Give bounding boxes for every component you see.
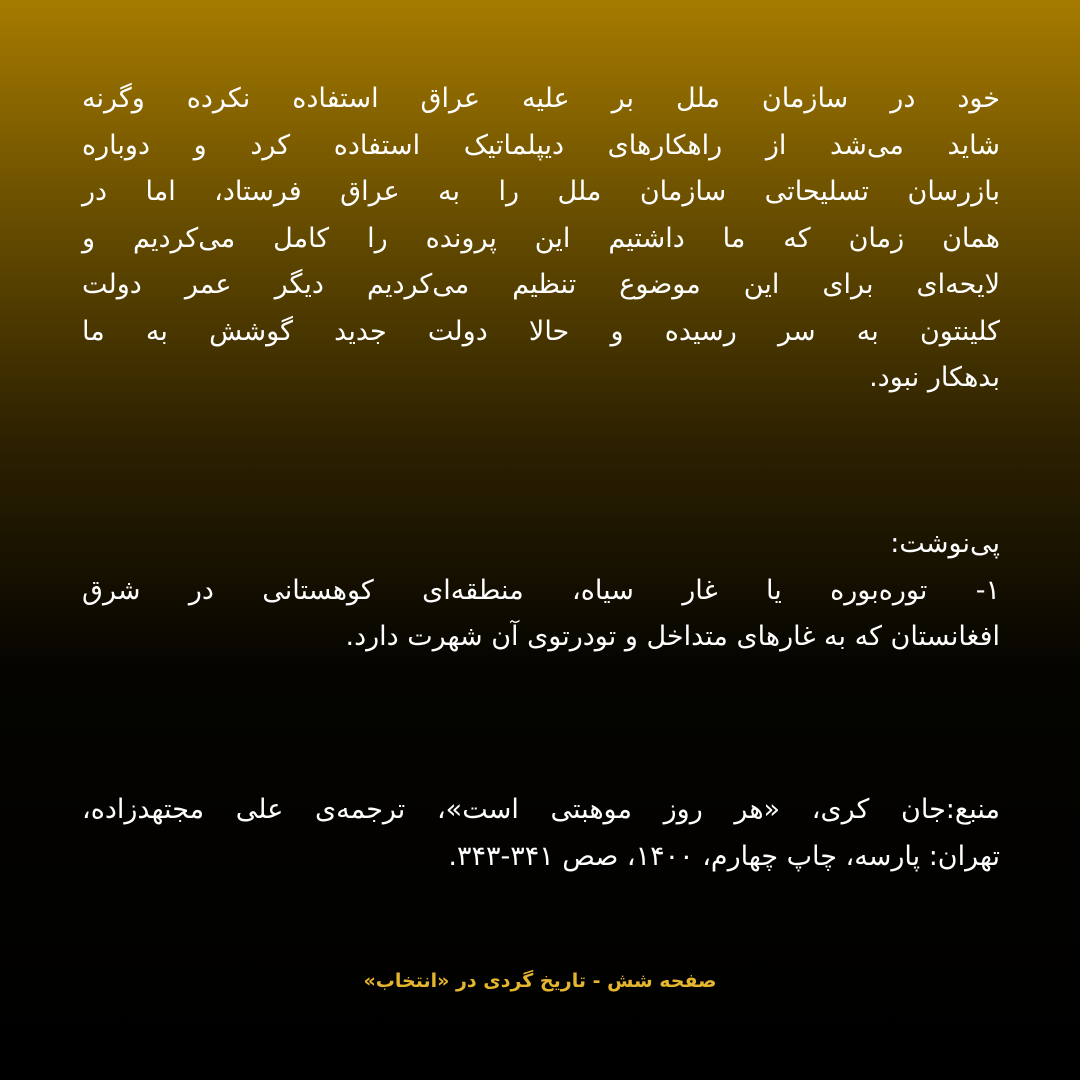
source-citation bbox=[82, 787, 1000, 880]
paragraph-line: بدهکار نبود. bbox=[869, 362, 1000, 393]
footnote bbox=[82, 521, 1000, 661]
paragraph-line: بازرسان تسلیحاتی سازمان ملل را به عراق فرستاد، اما در bbox=[82, 176, 1000, 207]
footnote-heading: پی‌نوشت: bbox=[890, 528, 1000, 559]
paragraph-line: خود در سازمان ملل بر علیه عراق استفاده نکرده وگرنه bbox=[82, 83, 1000, 114]
page-footer: صفحه شش - تاریخ گردی در «انتخاب» bbox=[363, 970, 717, 992]
main-paragraph bbox=[82, 76, 1000, 402]
paragraph-line: شاید می‌شد از راهکارهای دیپلماتیک استفاده کرد و دوباره bbox=[82, 129, 1000, 161]
footnote-line: افغانستان که به غارهای متداخل و تودرتوی آن شهرت دارد. bbox=[345, 621, 1000, 652]
paragraph-line: کلینتون به سر رسیده و حالا دولت جدید گوشش به ما bbox=[82, 315, 1000, 347]
source-line: تهران: پارسه، چاپ چهارم، ۱۴۰۰، صص ۳۴۱-۳۴۳. bbox=[448, 840, 1000, 872]
paragraph-line: لایحه‌ای برای این موضوع تنظیم می‌کردیم دیگر عمر دولت bbox=[82, 269, 1000, 300]
footnote-line: ۱- توره‌بوره یا غار سیاه، منطقه‌ای کوهستانی در شرق bbox=[82, 574, 1000, 606]
source-line: منبع:جان کری، «هر روز موهبتی است»، ترجمه‌ی علی مجتهدزاده، bbox=[82, 794, 1000, 825]
paragraph-line: همان زمان که ما داشتیم این پرونده را کامل می‌کردیم و bbox=[82, 222, 1000, 254]
